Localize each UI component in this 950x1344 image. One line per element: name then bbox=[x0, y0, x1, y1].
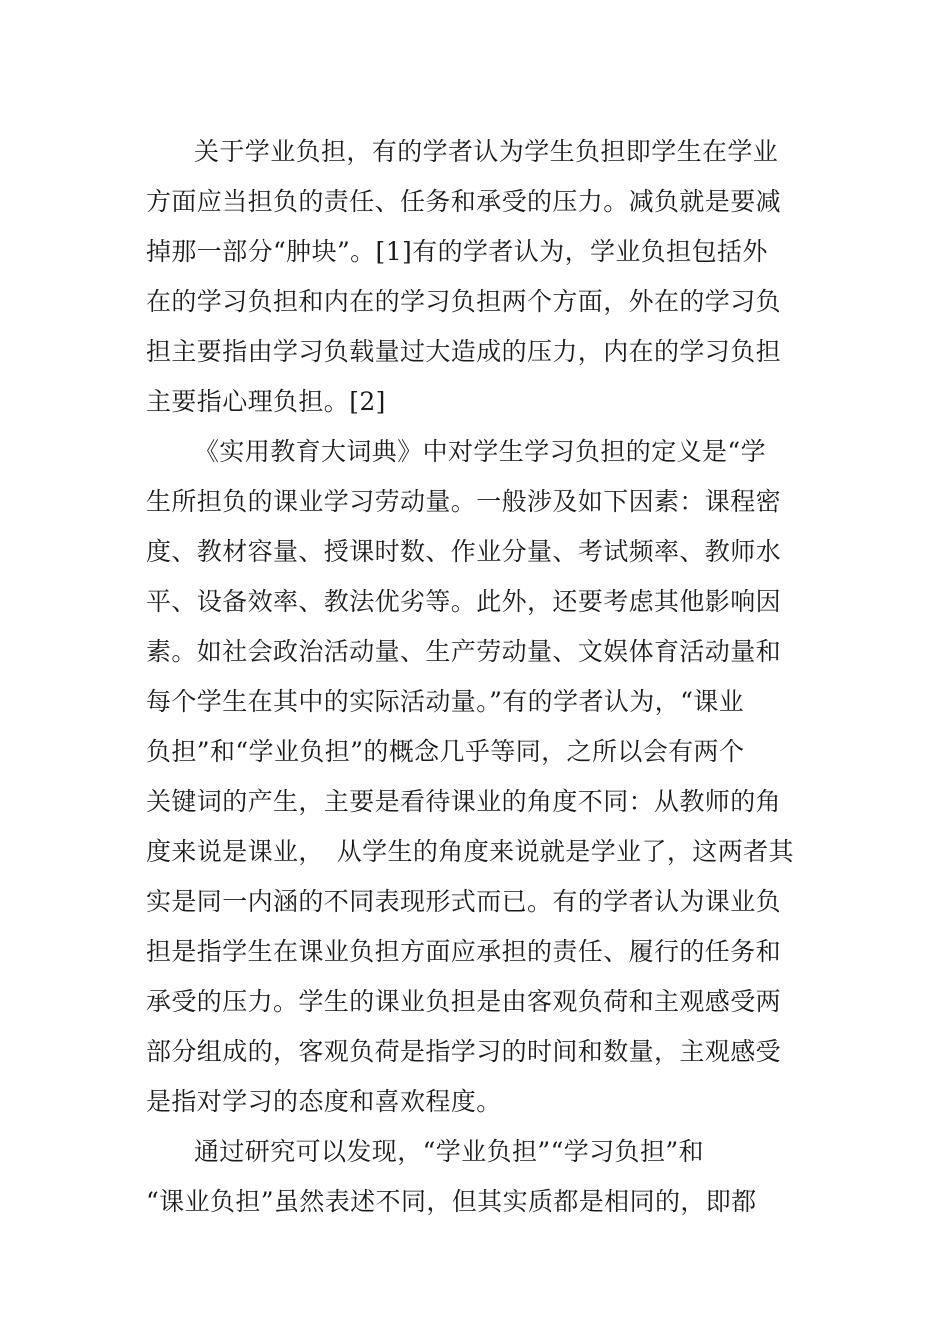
text-line: 素。如社会政治活动量、生产劳动量、文娱体育活动量和 bbox=[146, 637, 782, 666]
text-line: 部分组成的，客观负荷是指学习的时间和数量，主观感受 bbox=[146, 1037, 782, 1066]
text-line: 负担”和“学业负担”的概念几乎等同，之所以会有两个 bbox=[146, 737, 745, 766]
text-line: “课业负担”虽然表述不同，但其实质都是相同的，即都 bbox=[146, 1187, 757, 1216]
text-line: 实是同一内涵的不同表现形式而已。有的学者认为课业负 bbox=[146, 887, 782, 916]
text-line: 每个学生在其中的实际活动量。”有的学者认为，“课业 bbox=[146, 687, 745, 716]
text-line: 方面应当担负的责任、任务和承受的压力。减负就是要减 bbox=[146, 187, 782, 216]
text-line: 度、教材容量、授课时数、作业分量、考试频率、教师水 bbox=[146, 537, 782, 566]
text-line: 担主要指由学习负载量过大造成的压力，内在的学习负担 bbox=[146, 337, 782, 366]
text-line: 在的学习负担和内在的学习负担两个方面，外在的学习负 bbox=[146, 287, 782, 316]
text-line: 担是指学生在课业负担方面应承担的责任、履行的任务和 bbox=[146, 937, 782, 966]
text-line: 是指对学习的态度和喜欢程度。 bbox=[146, 1087, 502, 1116]
text-line: 承受的压力。学生的课业负担是由客观负荷和主观感受两 bbox=[146, 987, 782, 1016]
text-line: 关键词的产生，主要是看待课业的角度不同：从教师的角 bbox=[146, 787, 782, 816]
text-line: 主要指心理负担。[2] bbox=[146, 387, 386, 416]
text-line: 通过研究可以发现，“学业负担”“学习负担”和 bbox=[194, 1137, 704, 1166]
text-line: 关于学业负担，有的学者认为学生负担即学生在学业 bbox=[194, 137, 779, 166]
text-line: 生所担负的课业学习劳动量。一般涉及如下因素：课程密 bbox=[146, 487, 782, 516]
text-line: 掉那一部分“肿块”。[1]有的学者认为，学业负担包括外 bbox=[146, 237, 768, 266]
text-line: 《实用教育大词典》中对学生学习负担的定义是“学 bbox=[194, 437, 766, 466]
text-line: 度来说是课业， 从学生的角度来说就是学业了，这两者其 bbox=[146, 837, 794, 866]
text-line: 平、设备效率、教法优劣等。此外，还要考虑其他影响因 bbox=[146, 587, 782, 616]
